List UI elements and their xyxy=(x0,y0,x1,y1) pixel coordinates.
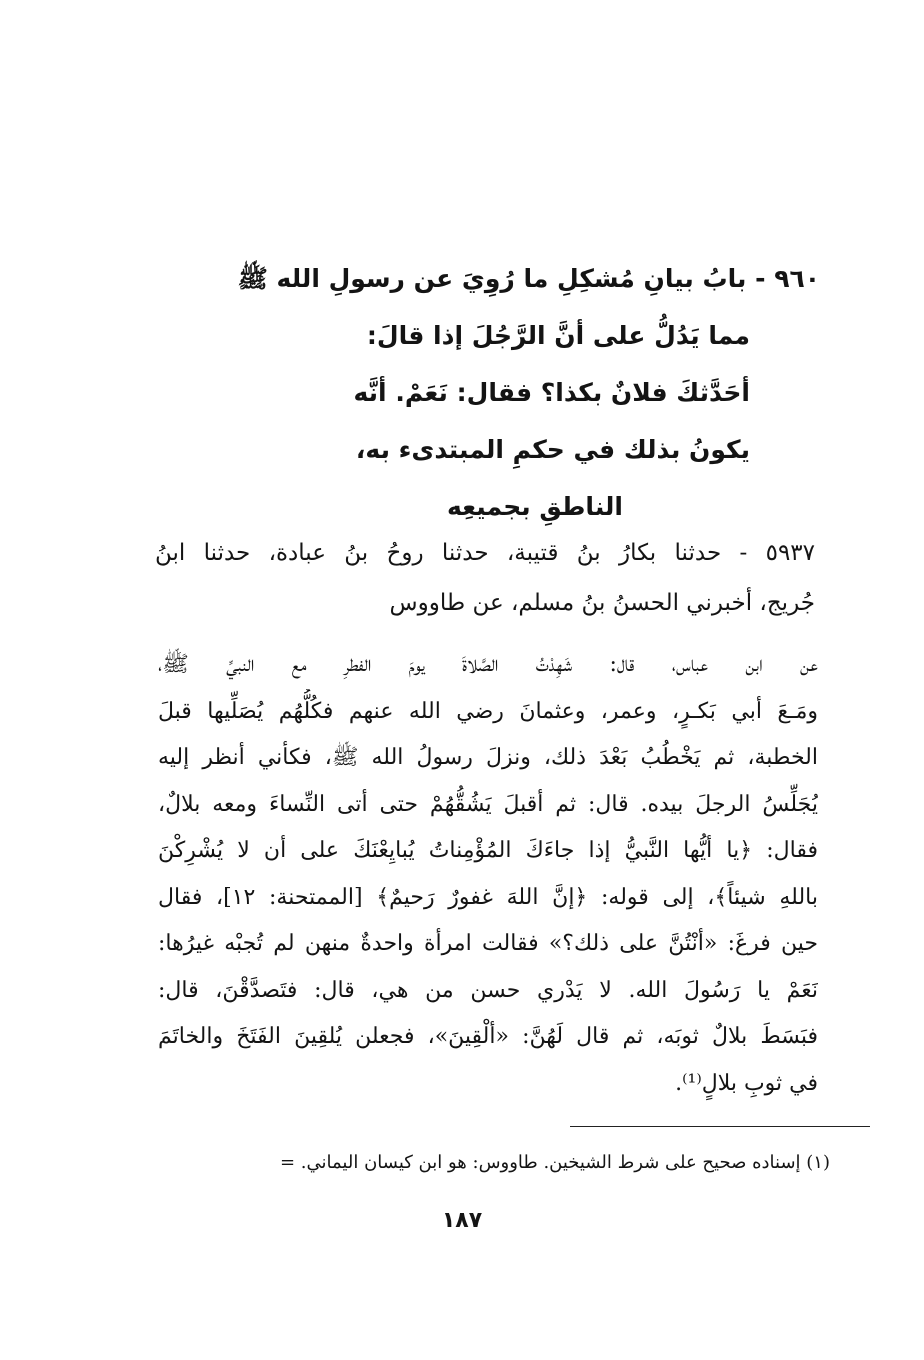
body-line: حين فرغَ: «أنْتُنَّ على ذلك؟» فقالت امرأة واحدةٌ منهن لم تُجبْه غيرُها: xyxy=(158,931,818,956)
body-line: الخطبة، ثم يَخْطُبُ بَعْدَ ذلك، ونزلَ رسولُ الله ﷺ، فكأني أنظر إليه xyxy=(158,745,818,770)
heading-line: مما يَدُلُّ على أنَّ الرَّجُلَ إذا قالَ: xyxy=(366,321,750,350)
body-line: فقال: ﴿يا أيُّها النَّبيُّ إذا جاءَكَ المُؤْمِناتُ يُبايِعْنَكَ على أن لا يُشْرِكْنَ xyxy=(158,838,818,863)
footnote: (١) إسناده صحيح على شرط الشيخين. طاووس: هو ابن كيسان اليماني. = xyxy=(280,1152,830,1173)
hadith-text xyxy=(158,642,818,1107)
isnad-line: ٥٩٣٧ - حدثنا بكارُ بنُ قتيبة، حدثنا روحُ بنُ عبادة، حدثنا ابنُ xyxy=(155,540,816,566)
body-line: يُجَلِّسُ الرجلَ بيده. قال: ثم أقبلَ يَشُقُّهُمْ حتى أتى النِّساءَ ومعه بلالٌ، xyxy=(158,791,818,817)
heading-line: يكونُ بذلك في حكمِ المبتدىء به، xyxy=(355,435,750,464)
heading-line: ٩٦٠ - بابُ بيانِ مُشكِلِ ما رُوِيَ عن رسولِ الله ﷺ xyxy=(237,264,820,293)
heading-line: الناطقِ بجميعِه xyxy=(447,492,623,521)
chapter-heading xyxy=(180,250,820,535)
hadith-isnad xyxy=(155,528,815,628)
body-line: عن ابن عباس، قال: شَهِدْتُ الصَّلاةَ يومَ الفطرِ مع النبيِّ ﷺ، xyxy=(158,652,818,677)
body-line: نَعَمْ يا رَسُولَ الله. لا يَدْري حسن من هي، قال: فتَصدَّقْنَ، قال: xyxy=(158,977,818,1003)
body-line: فبَسَطَ بلالٌ ثوبَه، ثم قال لَهُنَّ: «ألْقِينَ»، فجعلن يُلقِينَ الفَتَخَ والخاتَمَ xyxy=(158,1024,818,1049)
isnad-line: جُريج، أخبرني الحسنُ بنُ مسلم، عن طاووس xyxy=(389,590,815,616)
body-line: في ثوبِ بلالٍ⁽¹⁾. xyxy=(675,1070,818,1096)
heading-line: أحَدَّثكَ فلانٌ بكذا؟ فقال: نَعَمْ. أنَّه xyxy=(353,378,750,407)
body-line: باللهِ شيئاً﴾، إلى قوله: ﴿إنَّ اللهَ غفورٌ رَحيمٌ﴾ [الممتحنة: ١٢]، فقال xyxy=(158,884,818,910)
page-number: ١٨٧ xyxy=(441,1208,483,1233)
body-line: ومَـعَ أبي بَكـرٍ، وعمر، وعثمانَ رضي الله عنهم فكُلُّهُم يُصَلِّيها قبلَ xyxy=(158,698,818,724)
footnote-divider xyxy=(570,1126,870,1127)
